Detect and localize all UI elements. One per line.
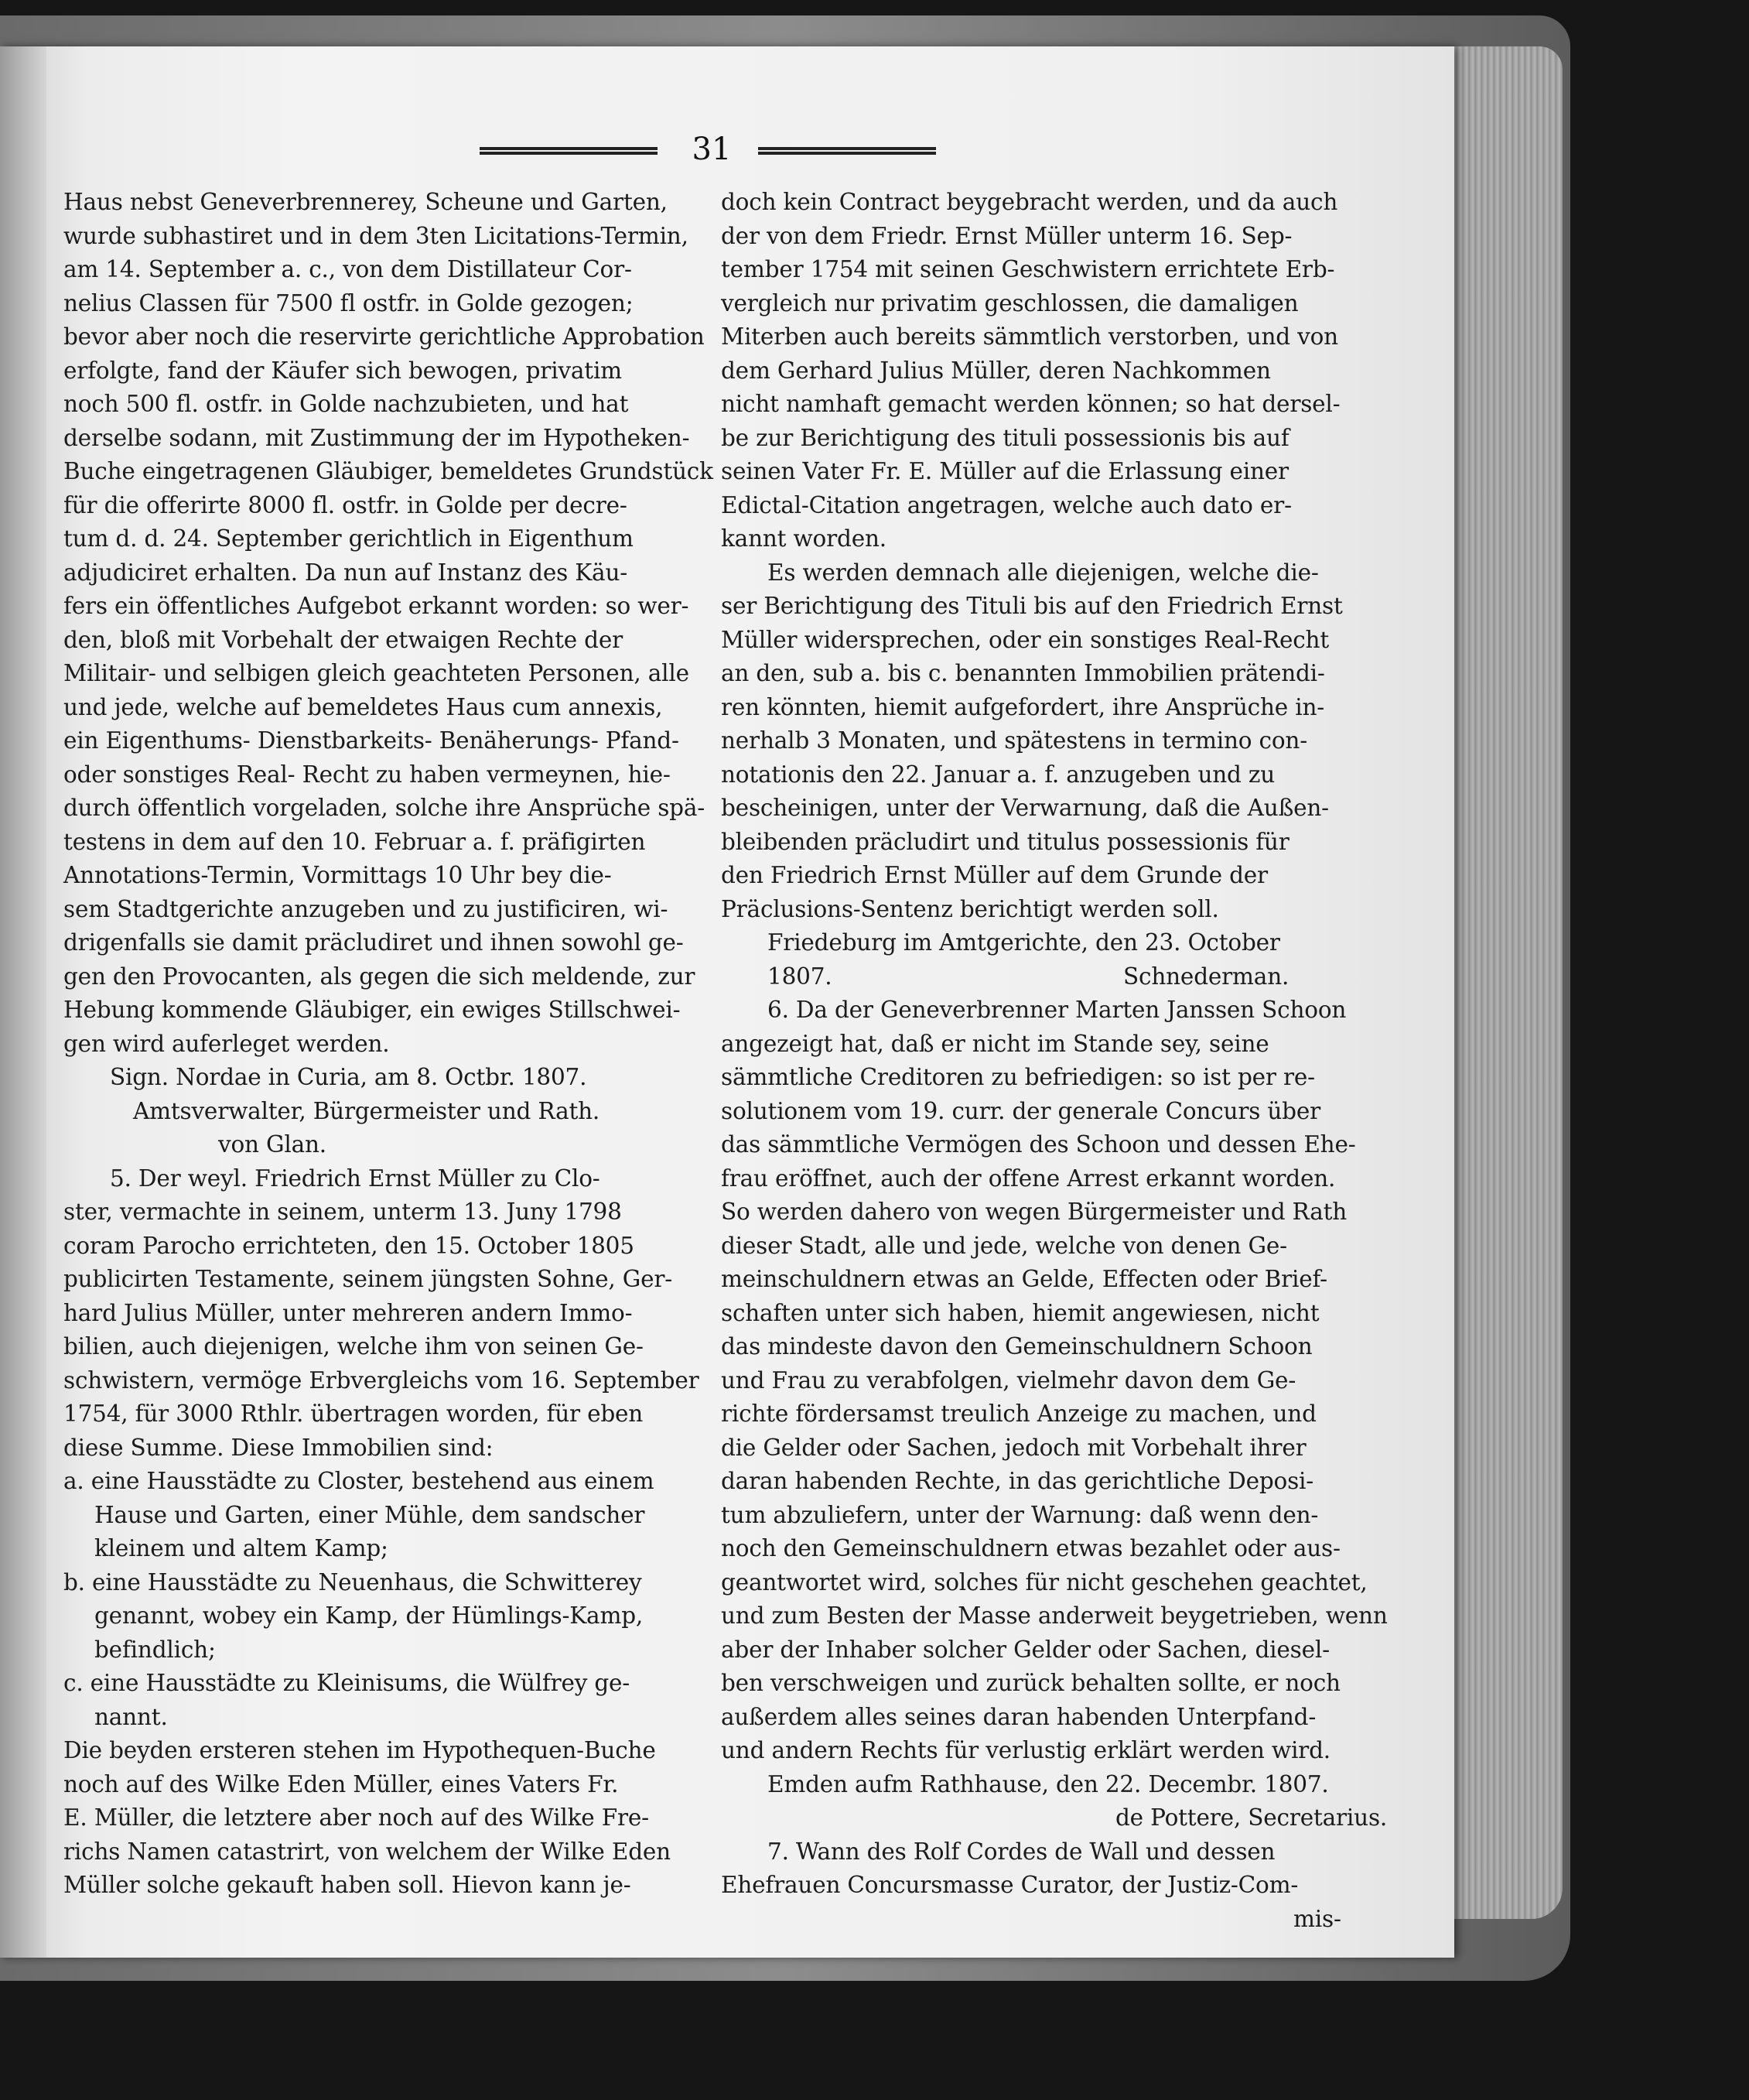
- text-line: Ehefrauen Concursmasse Curator, der Justiz-Com-: [721, 1872, 1299, 1898]
- text-line: den, bloß mit Vorbehalt der etwaigen Rechte der: [63, 626, 623, 653]
- text-line: E. Müller, die letztere aber noch auf des Wilke Fre-: [63, 1804, 649, 1831]
- text-line: Militair- und selbigen gleich geachteten Personen, alle: [63, 660, 689, 686]
- text-line: an den, sub a. bis c. benannten Immobilien prätendi-: [721, 660, 1325, 686]
- text-line: angezeigt hat, daß er nicht im Stande sey, seine: [721, 1030, 1269, 1057]
- text-line: tember 1754 mit seinen Geschwistern errichtete Erb-: [721, 256, 1335, 282]
- signature-year: 1807.: [767, 963, 832, 990]
- text-line: richs Namen catastrirt, von welchem der Wilke Eden: [63, 1838, 671, 1865]
- text-line: tum d. d. 24. September gerichtlich in Eigenthum: [63, 525, 634, 552]
- text-line: für die offerirte 8000 fl. ostfr. in Golde per decre-: [63, 491, 627, 518]
- signature-authority: Amtsverwalter, Bürgermeister und Rath.: [133, 1097, 600, 1124]
- text-line: solutionem vom 19. curr. der generale Concurs über: [721, 1097, 1320, 1124]
- text-line: tum abzuliefern, unter der Warnung: daß wenn den-: [721, 1501, 1319, 1528]
- text-line: nicht namhaft gemacht werden können; so hat dersel-: [721, 391, 1341, 417]
- text-line: gen den Provocanten, als gegen die sich meldende, zur: [63, 963, 695, 990]
- text-line: genannt, wobey ein Kamp, der Hümlings-Kamp,: [94, 1602, 644, 1629]
- text-line: Präclusions-Sentenz berichtigt werden soll.: [721, 895, 1219, 922]
- text-line: Haus nebst Geneverbrennerey, Scheune und Garten,: [63, 189, 668, 215]
- text-line: testens in dem auf den 10. Februar a. f. präfigirten: [63, 828, 646, 855]
- text-line: meinschuldnern etwas an Gelde, Effecten oder Brief-: [721, 1266, 1327, 1292]
- pencil-mark: [1235, 1822, 1303, 1877]
- text-line: publicirten Testamente, seinem jüngsten Sohne, Ger-: [63, 1266, 673, 1292]
- text-line: bescheinigen, unter der Verwarnung, daß die Außen-: [721, 795, 1329, 821]
- text-line: seinen Vater Fr. E. Müller auf die Erlassung einer: [721, 458, 1289, 484]
- text-line: drigenfalls sie damit präcludiret und ihnen sowohl ge-: [63, 929, 684, 956]
- text-line: ser Berichtigung des Tituli bis auf den Friedrich Ernst: [721, 593, 1343, 619]
- text-line: a. eine Hausstädte zu Closter, bestehend aus einem: [63, 1468, 654, 1494]
- text-line: den Friedrich Ernst Müller auf dem Grunde der: [721, 862, 1268, 888]
- text-line: dieser Stadt, alle und jede, welche von denen Ge-: [721, 1232, 1287, 1259]
- text-line: Buche eingetragenen Gläubiger, bemeldetes Grundstück: [63, 458, 713, 484]
- text-line: nannt.: [94, 1703, 168, 1730]
- text-line: erfolgte, fand der Käufer sich bewogen, privatim: [63, 357, 622, 384]
- text-line: außerdem alles seines daran habenden Unterpfand-: [721, 1703, 1317, 1730]
- text-line: vergleich nur privatim geschlossen, die damaligen: [721, 289, 1299, 316]
- text-line: Müller widersprechen, oder ein sonstiges Real-Recht: [721, 626, 1329, 653]
- text-line: ren könnten, hiemit aufgefordert, ihre Ansprüche in-: [721, 693, 1325, 720]
- text-line: b. eine Hausstädte zu Neuenhaus, die Schwitterey: [63, 1568, 642, 1596]
- text-line: und zum Besten der Masse anderweit beygetrieben, wenn: [721, 1602, 1388, 1629]
- text-line: bevor aber noch die reservirte gerichtliche Approbation: [63, 323, 705, 350]
- text-line: dem Gerhard Julius Müller, deren Nachkommen: [721, 357, 1271, 384]
- text-line: noch auf des Wilke Eden Müller, eines Vaters Fr.: [63, 1770, 619, 1797]
- text-line: daran habenden Rechte, in das gerichtliche Deposi-: [721, 1468, 1314, 1494]
- right-column: [721, 186, 1388, 1936]
- text-line: das sämmtliche Vermögen des Schoon und dessen Ehe-: [721, 1131, 1356, 1158]
- text-line: befindlich;: [94, 1636, 216, 1663]
- text-line: diese Summe. Diese Immobilien sind:: [63, 1434, 494, 1461]
- text-line: derselbe sodann, mit Zustimmung der im Hypotheken-: [63, 424, 690, 451]
- text-line: richte fördersamst treulich Anzeige zu machen, und: [721, 1401, 1317, 1427]
- text-line: adjudiciret erhalten. Da nun auf Instanz des Käu-: [63, 559, 628, 586]
- binding-shadow: [0, 46, 46, 1958]
- text-line: Müller solche gekauft haben soll. Hievon kann je-: [63, 1872, 631, 1898]
- section-5-start: 5. Der weyl. Friedrich Ernst Müller zu Clo-: [110, 1165, 600, 1192]
- text-line: ein Eigenthums- Dienstbarkeits- Benäherungs- Pfand-: [63, 727, 679, 754]
- section-7-start: 7. Wann des Rolf Cordes de Wall und dessen: [767, 1838, 1276, 1865]
- text-line: c. eine Hausstädte zu Kleinisums, die Wülfrey ge-: [63, 1670, 630, 1696]
- section-6-start: 6. Da der Geneverbrenner Marten Janssen Schoon: [767, 997, 1347, 1023]
- text-line: sem Stadtgerichte anzugeben und zu justificiren, wi-: [63, 895, 668, 922]
- header-rule-right: [758, 147, 936, 155]
- text-line: aber der Inhaber solcher Gelder oder Sachen, diesel-: [721, 1636, 1330, 1663]
- text-line: nelius Classen für 7500 fl ostfr. in Golde gezogen;: [63, 289, 634, 316]
- text-line: noch 500 fl. ostfr. in Golde nachzubieten, und hat: [63, 391, 629, 417]
- text-line: hard Julius Müller, unter mehreren andern Immo-: [63, 1299, 633, 1326]
- text-line: und andern Rechts für verlustig erklärt werden wird.: [721, 1737, 1331, 1763]
- page-header: [480, 132, 944, 170]
- text-line: mis-: [1293, 1905, 1341, 1932]
- header-rule-left: [480, 147, 658, 155]
- signature-name: Schnederman.: [1123, 963, 1290, 990]
- text-line: fers ein öffentliches Aufgebot erkannt worden: so wer-: [63, 593, 689, 619]
- text-line: ben verschweigen und zurück behalten sollte, er noch: [721, 1670, 1341, 1696]
- text-line: bilien, auch diejenigen, welche ihm von seinen Ge-: [63, 1333, 644, 1360]
- text-line: Hause und Garten, einer Mühle, dem sandscher: [94, 1501, 645, 1528]
- text-line: coram Parocho errichteten, den 15. October 1805: [63, 1232, 634, 1259]
- text-line: kannt worden.: [721, 525, 886, 552]
- left-column: [63, 186, 713, 1903]
- text-line: bleibenden präcludirt und titulus possessionis für: [721, 828, 1290, 855]
- signature-name: de Pottere, Secretarius.: [1115, 1804, 1388, 1831]
- text-line: nerhalb 3 Monaten, und spätestens in termino con-: [721, 727, 1307, 754]
- text-line: notationis den 22. Januar a. f. anzugeben und zu: [721, 761, 1276, 788]
- text-line: frau eröffnet, auch der offene Arrest erkannt worden.: [721, 1165, 1336, 1192]
- text-line: oder sonstiges Real- Recht zu haben vermeynen, hie-: [63, 761, 671, 788]
- text-line: die Gelder oder Sachen, jedoch mit Vorbehalt ihrer: [721, 1434, 1307, 1461]
- signature-name: von Glan.: [218, 1131, 326, 1158]
- signature-place-date: Emden aufm Rathhause, den 22. Decembr. 1807.: [767, 1770, 1329, 1797]
- text-line: Edictal-Citation angetragen, welche auch dato er-: [721, 491, 1292, 518]
- text-line: geantwortet wird, solches für nicht geschehen geachtet,: [721, 1568, 1368, 1596]
- text-line: am 14. September a. c., von dem Distillateur Cor-: [63, 256, 632, 282]
- text-line: das mindeste davon den Gemeinschuldnern Schoon: [721, 1333, 1313, 1360]
- text-line: und jede, welche auf bemeldetes Haus cum annexis,: [63, 693, 663, 720]
- text-line: So werden dahero von wegen Bürgermeister und Rath: [721, 1199, 1348, 1225]
- text-line: schaften unter sich haben, hiemit angewiesen, nicht: [721, 1299, 1320, 1326]
- text-line: durch öffentlich vorgeladen, solche ihre Ansprüche spä-: [63, 795, 705, 821]
- text-line: und Frau zu verabfolgen, vielmehr davon dem Ge-: [721, 1366, 1296, 1394]
- text-line: Hebung kommende Gläubiger, ein ewiges Stillschwei-: [63, 997, 681, 1023]
- text-line: noch den Gemeinschuldnern etwas bezahlet oder aus-: [721, 1535, 1341, 1561]
- text-line: Es werden demnach alle diejenigen, welche die-: [767, 559, 1319, 586]
- text-line: be zur Berichtigung des tituli possessionis bis auf: [721, 424, 1290, 451]
- signature-place-date: Sign. Nordae in Curia, am 8. Octbr. 1807.: [110, 1064, 587, 1090]
- text-line: Annotations-Termin, Vormittags 10 Uhr bey die-: [63, 862, 612, 888]
- text-line: sämmtliche Creditoren zu befriedigen: so ist per re-: [721, 1064, 1315, 1090]
- text-line: kleinem und altem Kamp;: [94, 1535, 388, 1561]
- text-line: der von dem Friedr. Ernst Müller unterm 16. Sep-: [721, 222, 1293, 249]
- page-number: 31: [692, 132, 732, 167]
- text-line: Die beyden ersteren stehen im Hypothequen-Buche: [63, 1737, 656, 1763]
- text-line: 1754, für 3000 Rthlr. übertragen worden, für eben: [63, 1401, 644, 1427]
- text-line: Miterben auch bereits sämmtlich verstorben, und von: [721, 323, 1338, 350]
- text-line: ster, vermachte in seinem, unterm 13. Juny 1798: [63, 1199, 622, 1225]
- text-line: wurde subhastiret und in dem 3ten Licitations-Termin,: [63, 222, 688, 249]
- text-line: doch kein Contract beygebracht werden, und da auch: [721, 189, 1338, 215]
- signature-place-date: Friedeburg im Amtgerichte, den 23. October: [767, 929, 1280, 956]
- text-line: schwistern, vermöge Erbvergleichs vom 16. September: [63, 1366, 699, 1394]
- text-line: gen wird auferleget werden.: [63, 1030, 390, 1057]
